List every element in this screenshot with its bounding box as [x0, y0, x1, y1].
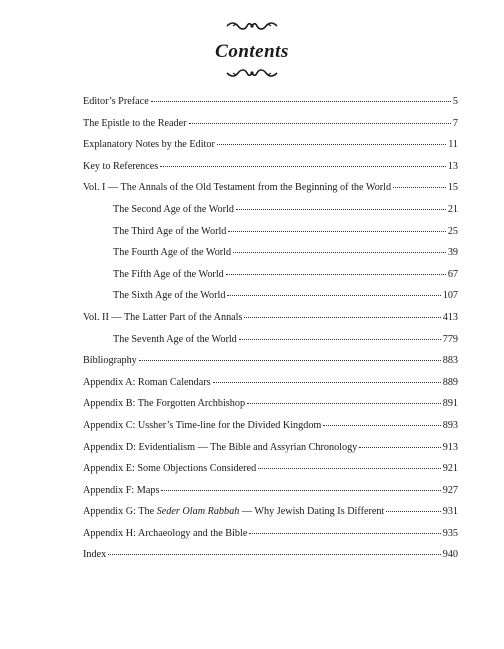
toc-entry [83, 549, 458, 571]
toc-entry-title: The Third Age of the World [113, 225, 227, 237]
toc-entry-page-number: 779 [442, 333, 458, 345]
dot-leader [386, 511, 440, 512]
toc-entry-page-number: 891 [442, 398, 458, 410]
toc-entry [83, 247, 458, 269]
top-ornament [0, 21, 504, 31]
toc-entry [83, 485, 458, 507]
toc-entry-page-number: 21 [447, 203, 458, 215]
toc-entry [83, 398, 458, 420]
toc-entry-page-number: 921 [442, 463, 458, 475]
toc-entry-title: The Epistle to the Reader [83, 117, 187, 129]
toc-entry-page-number: 883 [442, 355, 458, 367]
toc-entry [83, 290, 458, 312]
toc-entry [83, 182, 458, 204]
toc-entry-page-number: 913 [442, 441, 458, 453]
toc-entry-title: The Second Age of the World [113, 203, 234, 215]
toc-entry [83, 334, 458, 356]
toc-entry-title-prefix: Appendix G: The [83, 506, 157, 518]
toc-entry-page-number: 893 [442, 419, 458, 431]
dot-leader [151, 101, 451, 102]
toc-entry-title: Vol. I — The Annals of the Old Testament from the Beginning of the World [83, 182, 392, 194]
toc-entry-title: The Fifth Age of the World [113, 268, 224, 280]
dot-leader [226, 274, 446, 275]
toc-entry [83, 506, 458, 528]
toc-entry-page-number: 940 [442, 549, 458, 561]
dot-leader [108, 554, 441, 555]
toc-entry-title: Editor’s Preface [83, 96, 149, 107]
dot-leader [227, 295, 440, 296]
dot-leader [189, 123, 451, 124]
toc-entry-title: Appendix E: Some Objections Considered [83, 463, 257, 475]
dot-leader [359, 447, 440, 448]
toc-entry-title [83, 506, 384, 518]
toc-entry-title: The Seventh Age of the World [113, 333, 237, 345]
dot-leader [161, 490, 440, 491]
toc-entry-title: The Sixth Age of the World [113, 290, 226, 302]
bottom-ornament [0, 68, 504, 78]
toc-entry-page-number: 15 [447, 182, 458, 194]
toc-entry-page-number: 39 [447, 247, 458, 259]
toc-entry-title: Key to References [83, 160, 159, 172]
toc-entry-page-number: 13 [447, 160, 458, 172]
toc-entry-title: Vol. II — The Latter Part of the Annals [83, 311, 243, 323]
toc-entry [83, 312, 458, 334]
toc-entry-page-number: 25 [447, 225, 458, 237]
table-of-contents [83, 96, 458, 571]
toc-entry-title: Index [83, 549, 107, 561]
dot-leader [160, 166, 446, 167]
toc-entry [83, 96, 458, 118]
toc-entry [83, 118, 458, 140]
dot-leader [236, 209, 446, 210]
toc-entry-page-number: 931 [442, 506, 458, 518]
toc-entry [83, 161, 458, 183]
dot-leader [239, 339, 441, 340]
toc-entry-page-number: 107 [442, 290, 458, 302]
toc-entry [83, 204, 458, 226]
toc-entry-page-number: 889 [442, 376, 458, 388]
toc-entry-page-number: 5 [452, 96, 458, 107]
toc-entry-title: Appendix F: Maps [83, 484, 160, 496]
toc-entry-title-suffix: — Why Jewish Dating Is Different [239, 506, 385, 518]
toc-entry-title-italic: Seder Olam Rabbah [156, 506, 240, 518]
toc-entry [83, 528, 458, 550]
toc-entry [83, 269, 458, 291]
toc-entry-page-number: 11 [448, 139, 458, 151]
toc-entry-page-number: 7 [452, 117, 458, 129]
toc-entry-page-number: 67 [447, 268, 458, 280]
flourish-icon [225, 68, 279, 78]
toc-entry [83, 463, 458, 485]
toc-entry-title: The Fourth Age of the World [113, 247, 232, 259]
page-title: Contents [215, 41, 289, 62]
toc-entry-title: Explanatory Notes by the Editor [83, 139, 215, 151]
toc-entry [83, 226, 458, 248]
dot-leader [217, 144, 446, 145]
dot-leader [249, 533, 440, 534]
toc-entry-page-number: 413 [442, 311, 458, 323]
dot-leader [258, 468, 441, 469]
toc-entry [83, 139, 458, 161]
toc-entry-title: Appendix A: Roman Calendars [83, 376, 211, 388]
toc-entry-page-number: 935 [442, 527, 458, 539]
dot-leader [139, 360, 441, 361]
toc-entry-page-number: 927 [442, 484, 458, 496]
toc-entry-title: Appendix B: The Forgotten Archbishop [83, 398, 246, 410]
dot-leader [233, 252, 446, 253]
dot-leader [247, 403, 441, 404]
dot-leader [213, 382, 441, 383]
dot-leader [228, 231, 445, 232]
dot-leader [323, 425, 440, 426]
toc-entry [83, 377, 458, 399]
toc-entry [83, 442, 458, 464]
toc-entry-title: Appendix C: Ussher’s Time-line for the Divided Kingdom [83, 419, 322, 431]
flourish-icon [225, 21, 279, 31]
toc-entry [83, 420, 458, 442]
toc-entry-title: Bibliography [83, 355, 137, 367]
toc-entry-title: Appendix H: Archaeology and the Bible [83, 527, 248, 539]
toc-entry [83, 355, 458, 377]
toc-entry-title: Appendix D: Evidentialism — The Bible and Assyrian Chronology [83, 441, 358, 453]
dot-leader [244, 317, 440, 318]
dot-leader [393, 187, 446, 188]
